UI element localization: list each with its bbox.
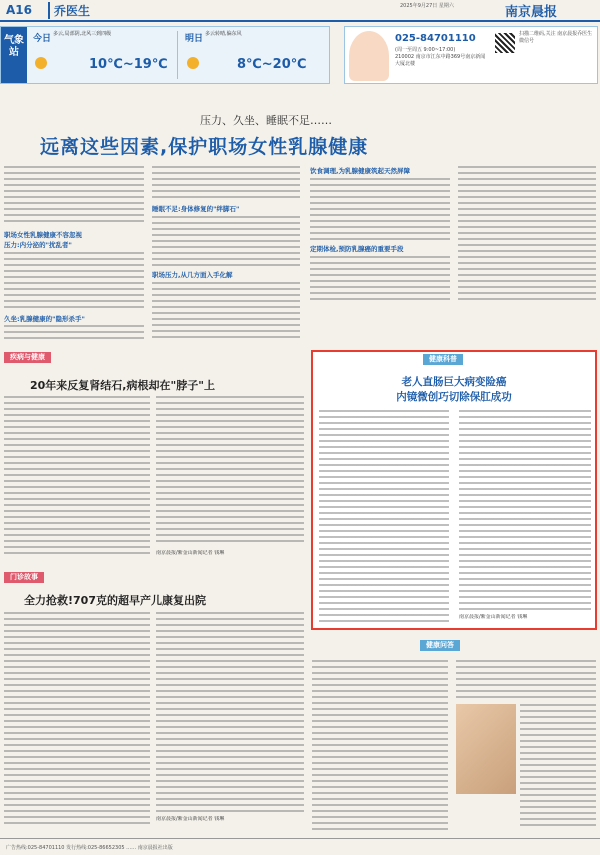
- article-title: 全力抢救!707克的超早产儿康复出院: [24, 594, 206, 607]
- page-header: [0, 0, 600, 22]
- weather-tomorrow-label: 明日: [185, 34, 204, 44]
- weather-today-temp: 10℃~19℃: [89, 57, 168, 72]
- byline: 南京晨报/紫金山新闻记者 钱琳: [459, 614, 528, 620]
- body-text: [4, 325, 144, 339]
- masthead: 南京晨报: [505, 5, 558, 20]
- body-text: [312, 660, 448, 830]
- body-text: [456, 660, 596, 700]
- weather-tomorrow-desc: 多云转晴,偏东风: [205, 31, 242, 37]
- subhead: 久坐:乳腺健康的"隐形杀手": [4, 315, 85, 323]
- body-text: [156, 612, 304, 812]
- hotline-note: (周一至周五 9:00~17:00) 210002 南京市江东中路369号南京新闻大厦北楼: [395, 47, 486, 67]
- body-text: [152, 216, 300, 266]
- weather-box: [0, 26, 330, 84]
- body-text: [156, 396, 304, 546]
- hotline-scan-text: 扫描二维码,关注 南京晨报乔医生 微信号: [519, 31, 593, 44]
- subhead: 饮食调理,为乳腺健康筑起天然屏障: [310, 167, 410, 175]
- body-text: [459, 410, 591, 610]
- byline: 南京晨报/紫金山新闻记者 钱琳: [156, 816, 225, 822]
- subhead: 职场女性乳腺健康不容忽视: [4, 231, 82, 239]
- highlighted-article: [311, 350, 597, 630]
- sun-icon: [35, 57, 47, 69]
- body-text: [458, 166, 596, 302]
- body-text: [520, 704, 596, 828]
- column-tag: 健康科普: [423, 354, 463, 365]
- hotline-number: 025-84701110: [395, 33, 476, 44]
- subhead: 睡眠不足:身体修复的"绊脚石": [152, 205, 240, 213]
- column-tag: 疾病与健康: [4, 352, 51, 363]
- page-footer: 广告热线:025-84701110 发行热线:025-86652305 …… 南京晨报社出版: [0, 838, 600, 855]
- body-text: [4, 166, 144, 224]
- issue-date: 2025年9月27日 星期六: [400, 3, 454, 9]
- main-title: 远离这些因素,保护职场女性乳腺健康: [40, 136, 369, 158]
- weather-today-label: 今日: [33, 34, 52, 44]
- body-text: [4, 612, 150, 828]
- body-text: [152, 282, 300, 338]
- qr-code-icon: [495, 33, 515, 53]
- advert-image: [456, 704, 516, 794]
- weather-tomorrow-temp: 8℃~20℃: [237, 57, 307, 72]
- sun-icon: [187, 57, 199, 69]
- hotline-box: [344, 26, 598, 84]
- section-name: 乔医生: [48, 2, 90, 19]
- doctor-icon: [349, 31, 389, 81]
- article-title-line1: 老人直肠巨大病变险癌: [401, 376, 507, 388]
- subhead: 压力:内分泌的"扰乱者": [4, 241, 72, 249]
- byline: 南京晨报/紫金山新闻记者 钱琳: [156, 550, 225, 556]
- body-text: [310, 256, 450, 302]
- article-title-line2: 内镜微创巧切除保肛成功: [396, 391, 512, 403]
- subhead: 职场压力,从几方面入手化解: [152, 271, 233, 279]
- column-tag: 门诊故事: [4, 572, 44, 583]
- body-text: [4, 252, 144, 310]
- weather-today-desc: 多云,局部阴,北风三到四级: [53, 31, 112, 37]
- weather-label: 气象站: [1, 27, 27, 83]
- body-text: [4, 396, 150, 556]
- article-title: 20年来反复肾结石,病根却在"脖子"上: [30, 379, 215, 392]
- divider: [177, 31, 178, 79]
- body-text: [152, 166, 300, 200]
- main-subtitle: 压力、久坐、睡眠不足……: [200, 114, 332, 127]
- body-text: [319, 410, 449, 622]
- subhead: 定期体检,预防乳腺癌的重要手段: [310, 245, 404, 253]
- page-number: A16: [6, 3, 32, 17]
- column-tag: 健康问答: [420, 640, 460, 651]
- body-text: [310, 178, 450, 240]
